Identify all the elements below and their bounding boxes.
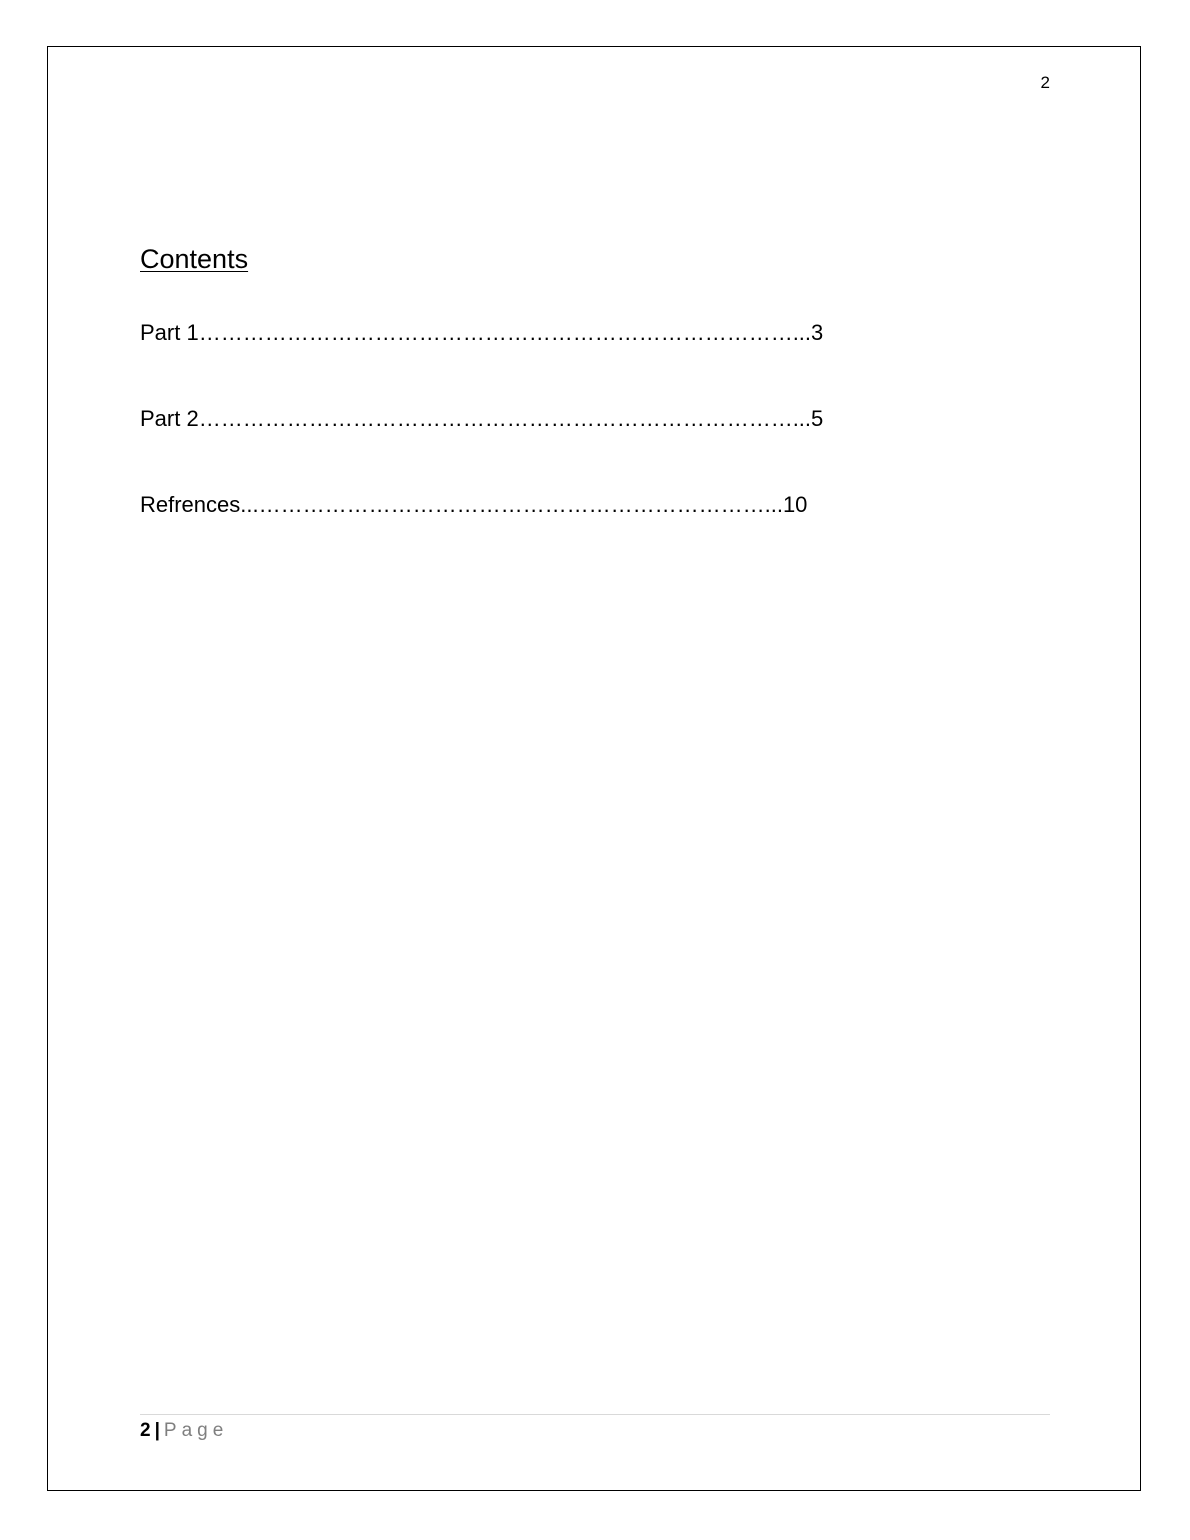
header-page-number: 2 bbox=[1040, 73, 1050, 92]
page-footer bbox=[140, 1419, 228, 1443]
toc-entry-part-1[interactable]: Part 1………………………………………………………………………...3 bbox=[140, 320, 824, 345]
toc-entry-part-2[interactable]: Part 2………………………………………………………………………...5 bbox=[140, 406, 824, 431]
footer-page-number: 2 bbox=[140, 1420, 151, 1441]
footer-separator: | bbox=[154, 1420, 160, 1441]
toc-entry-references[interactable]: Refrences...……………………………………………………………...10 bbox=[140, 492, 808, 517]
contents-heading: Contents bbox=[140, 244, 249, 274]
footer-divider bbox=[140, 1414, 1050, 1415]
footer-page-label: Page bbox=[163, 1420, 229, 1441]
